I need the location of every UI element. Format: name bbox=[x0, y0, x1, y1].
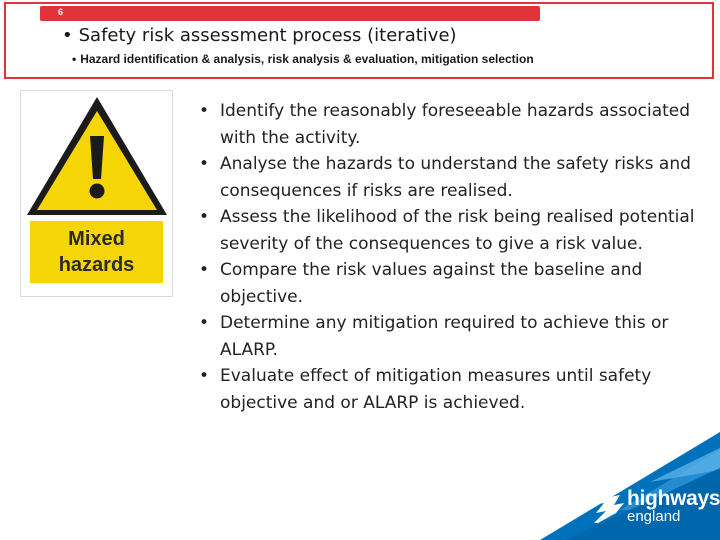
highways-road-icon bbox=[590, 487, 626, 525]
list-item: • Identify the reasonably foreseeable hazards associated with the activity. bbox=[196, 98, 706, 151]
list-item: • Assess the likelihood of the risk being realised potential severity of the consequences to give a risk value. bbox=[196, 204, 706, 257]
slide-subtitle: • Hazard identification & analysis, risk analysis & evaluation, mitigation selection bbox=[72, 52, 534, 66]
list-item: • Evaluate effect of mitigation measures until safety objective and or ALARP is achieved. bbox=[196, 363, 706, 416]
list-item: • Determine any mitigation required to achieve this or ALARP. bbox=[196, 310, 706, 363]
list-item: • Compare the risk values against the baseline and objective. bbox=[196, 257, 706, 310]
sign-label-line2: hazards bbox=[58, 254, 135, 276]
sign-label-line1: Mixed bbox=[68, 228, 125, 250]
slide-number: 6 bbox=[58, 7, 64, 17]
highways-england-logo bbox=[590, 487, 720, 527]
logo-word-england: england bbox=[627, 508, 681, 525]
list-item: • Analyse the hazards to understand the safety risks and consequences if risks are realised. bbox=[196, 151, 706, 204]
slide-title: • Safety risk assessment process (iterative) bbox=[62, 25, 457, 46]
logo-word-highways: highways bbox=[627, 487, 720, 510]
